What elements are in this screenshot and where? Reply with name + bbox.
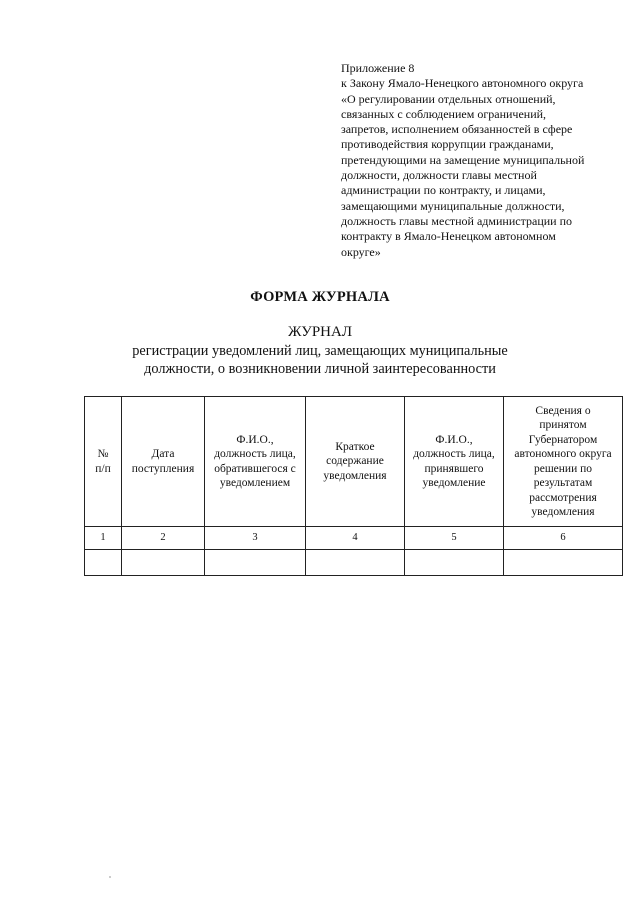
column-number-cell: 5 [405,527,504,550]
column-number-cell: 6 [504,527,623,550]
empty-cell [306,550,405,576]
appendix-line: округе» [341,244,381,259]
appendix-line: должности, должности главы местной [341,168,537,183]
column-header-summary: Краткое содержание уведомления [306,397,405,527]
empty-cell [205,550,306,576]
column-header-receiver: Ф.И.О., должность лица, принявшего уведомление [405,397,504,527]
appendix-line: контракту в Ямало-Ненецком автономном [341,229,556,244]
appendix-line: претендующими на замещение муниципальной [341,152,585,167]
appendix-line: администрации по контракту, и лицами, [341,183,546,198]
column-header-decision: Сведения о принятом Губернатором автономного округа решении по результатам рассмотрения уведомления [504,397,623,527]
empty-cell [504,550,623,576]
column-header-date: Дата поступления [122,397,205,527]
appendix-line: замещающими муниципальные должности, [341,198,565,213]
appendix-block [341,61,621,260]
journal-table [84,396,623,576]
journal-subtitle-line: регистрации уведомлений лиц, замещающих муниципальные [132,343,508,359]
appendix-line: запретов, исполнением обязанностей в сфере [341,122,573,137]
appendix-line: связанных с соблюдением ограничений, [341,106,547,121]
column-header-number: № п/п [85,397,122,527]
appendix-line: Приложение 8 [341,61,415,75]
journal-title: ЖУРНАЛ [287,324,353,340]
column-number-cell: 2 [122,527,205,550]
journal-subtitle [100,342,540,378]
table-header-row [85,397,623,527]
column-number-cell: 1 [85,527,122,550]
empty-cell [405,550,504,576]
appendix-line: противодействия коррупции гражданами, [341,137,554,152]
column-number-cell: 4 [306,527,405,550]
column-header-applicant: Ф.И.О., должность лица, обратившегося с уведомлением [205,397,306,527]
appendix-line: к Закону Ямало-Ненецкого автономного округа [341,76,584,91]
form-title: ФОРМА ЖУРНАЛА [250,289,390,305]
empty-cell [122,550,205,576]
scan-speck [109,876,111,878]
table-row [85,550,623,576]
column-number-row [85,527,623,550]
column-number-cell: 3 [205,527,306,550]
appendix-line: «О регулировании отдельных отношений, [341,91,556,106]
journal-subtitle-line: должности, о возникновении личной заинтересованности [144,361,496,377]
empty-cell [85,550,122,576]
appendix-line: должность главы местной администрации по [341,213,572,228]
